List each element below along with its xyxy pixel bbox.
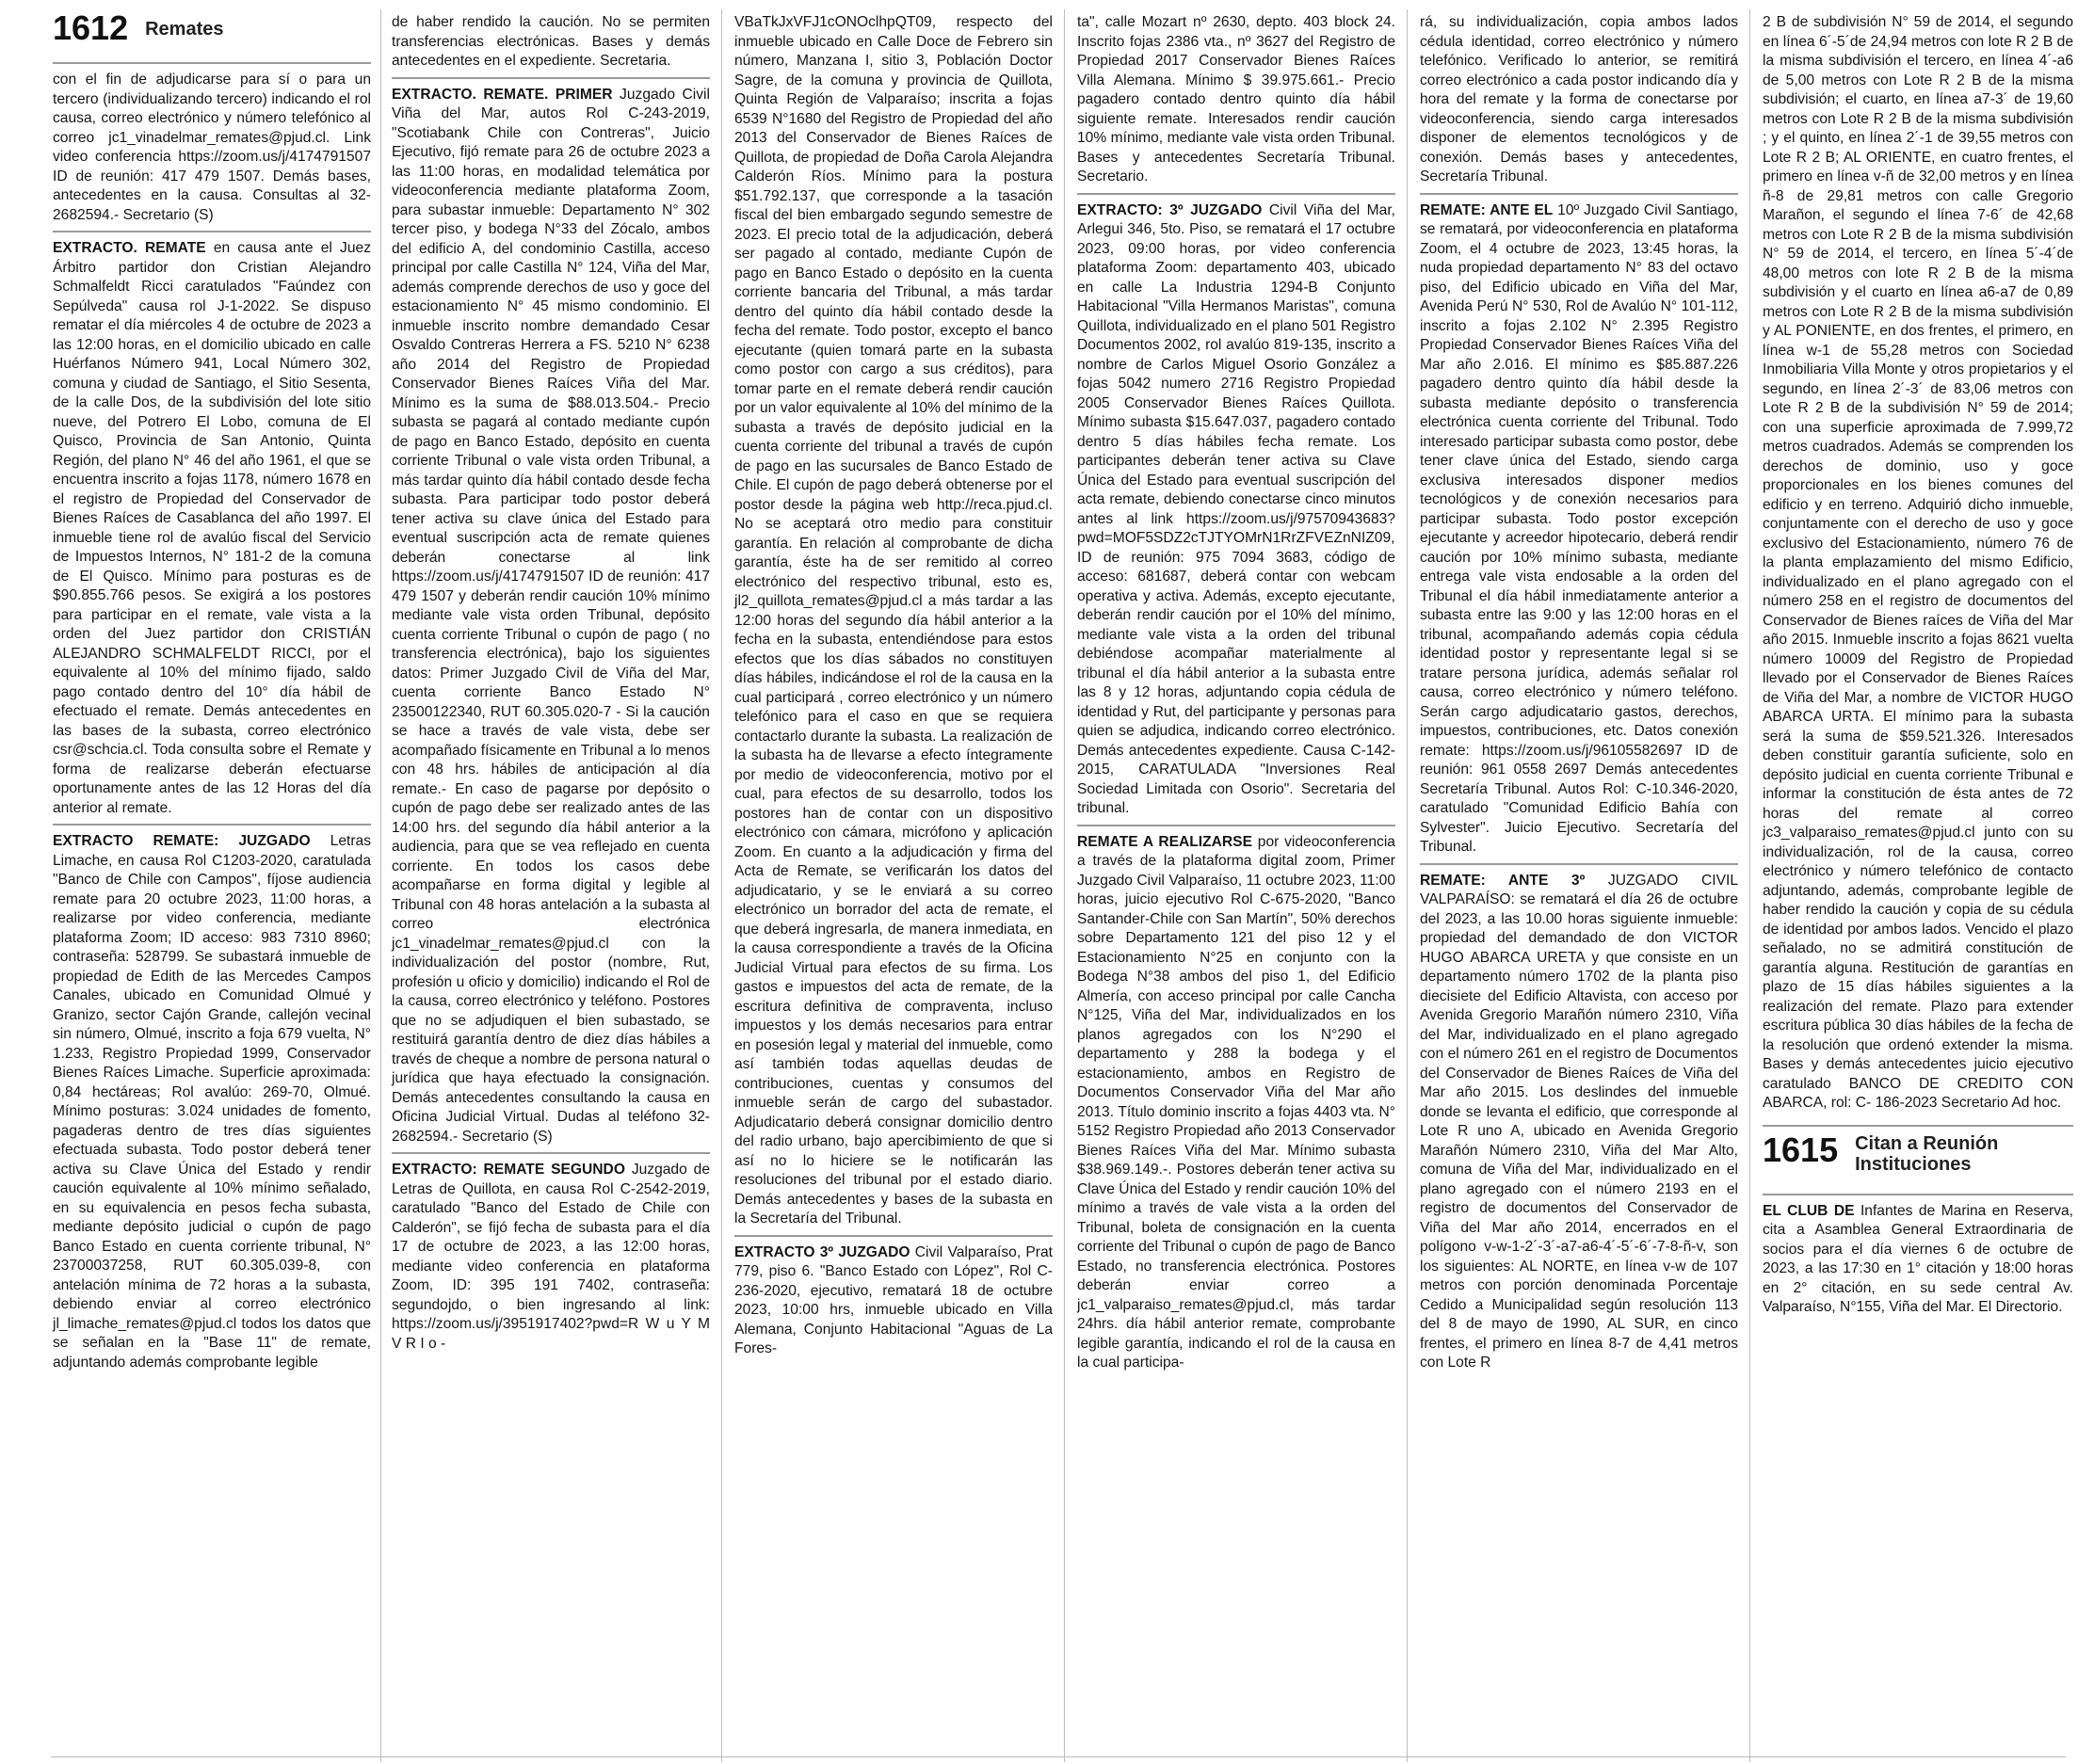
section-title: Remates — [145, 19, 224, 40]
section-title — [1855, 1133, 1998, 1175]
notice-text: REMATE A REALIZARSE por videoconferencia a través de la plataforma digital zoom, Primer Juzgado Civil Valparaíso, 11 octubre 2023, 11:00 horas, juicio ejecutivo Rol C-675-2020, "Banco Santander-Chile con San Martín", 50% derechos sobre Departamento 121 del piso 12 y el Estacionamiento N°25 en conjunto con la Bodega N°38 ambos del piso 1, del Edificio Almería, con acceso principal por calle Cancha N°125, Viña del Mar, individualizados en los planos agregados con los N°290 el departamento y 288 la bodega y el estacionamiento, ambos en Registro de Documentos Conservador Viña del Mar año 2013. Título dominio inscrito a fojas 4403 vta. N° 5152 Registro Propiedad año 2013 Conservador Bienes Raíces Viña del Mar. Mínimo subasta $38.969.149.-. Postores deberán tener activa su Clave Única del Estado y rendir caución 10% del mínimo a través de vale vista a la orden del Tribunal, boleta de consignación en la cuenta corriente del Tribunal o cupón de pago de Banco Estado, no transferencia electrónica. Postores deberán enviar correo a jc1_valparaiso_remates@pjud.cl, más tardar 24hrs. día hábil anterior remate, comprobante legible garantía, indicando el rol de la causa en la cual participa- — [1077, 833, 1395, 1371]
notice-text: con el fin de adjudicarse para sí o para un tercero (individualizando tercero) indicando el rol causa, correo electrónico y número telefónico al correo jc1_vinadelmar_remates@pjud.cl. Link video conferencia https://zoom.us/j/4174791507 ID de reunión: 417 479 1507. Demás bases, antecedentes en la causa. Consultas al 32-2682594.- Secretario (S) — [53, 72, 371, 223]
notice-text: rá, su individualización, copia ambos lados cédula identidad, correo electrónico y número telefónico. Verificado lo anterior, se remitirá correo electrónico a cada postor indicando día y hora del remate y la forma de conectarse por videoconferencia, siendo carga interesados disponer de elementos tecnológicos y de conexión. Demás bases y antecedentes, Secretaría Tribunal. — [1420, 14, 1738, 184]
notice-text: 2 B de subdivisión N° 59 de 2014, el segundo en línea 6´-5´de 24,94 metros con lote R 2 B de la misma subdivisión el tercero, en línea 4´-a6 de 5,00 metros con Lote R 2 B de la misma subdivisión; el cuarto, en línea a7-3´ de 19,60 metros con Lote R 2 B de la misma subdivisión ; y el quinto, en línea 2´-1 de 39,55 metros con Lote R 2 B; AL ORIENTE, en cuatro frentes, el primero en línea v-ñ de 32,00 metros y en línea ñ-8 de 29,81 metros con calle Gregorio Marañon, el segundo el línea 7-6´ de 42,68 metros con Lote R 2 B de la misma subdivisión N° 59 de 2014, el tercero, en línea 5´-4´de 48,00 metros con lote R 2 B de la misma subdivisión y el cuarto en línea a6-a7 de 0,89 metros con Lote R 2 B de la misma subdivisión y AL PONIENTE, en dos frentes, el primero, en línea w-1 de 55,28 metros con Sociedad Inmobiliaria Villa Monte y otros propietarios y el segundo, en línea 2´-3´ de 83,06 metros con Lote R 2 B de la subdivisión N° 59 de 2014; con una superficie aproximada de 7.999,72 metros cuadrados. Además se comprenden los derechos de dominio, uso y goce proporcionales en los bienes comunes del edificio y en terreno. Adquirió dicho inmueble, conjuntamente con el derecho de uso y goce exclusivo del Estacionamiento, número 76 de la planta emplazamiento del mismo Edificio, individualizado en el plano agregado con el número 258 en el registro de documentos del Conservador de Bienes raíces de Viña del Mar año 2015. Inmueble inscrito a fojas 8621 vuelta número 10009 del Registro de Propiedad llevado por el Conservador de Bienes Raíces de Viña del Mar, a nombre de VICTOR HUGO ABARCA URTA. El mínimo para la subasta será la suma de $59.521.326. Interesados deben constituir garantía suficiente, solo en depósito judicial en cuenta corriente Tribunal e informar la constitución de ésta antes de 72 horas del remate al correo jc3_valparaiso_remates@pjud.cl junto con su individualización, rol de la causa, correo electrónico y número telefónico de contacto adjuntando, además, comprobante legible de haber rendido la caución y copia de su cédula de identidad por ambos lados. Vencido el plazo señalado, no se admitirá constitución de garantía alguna. Restitución de garantías en plazo de 15 días hábiles siguientes a la realización del remate. Plazo para extender escritura pública 30 días hábiles de la fecha de la resolución que ordenó extender la misma. Bases y demás antecedentes juicio ejecutivo caratulado BANCO DE CREDITO CON ABARCA, rol: C- 186-2023 Secretario Ad hoc. — [1763, 14, 2073, 1111]
column-2 — [392, 13, 710, 1354]
section-title-line: Instituciones — [1855, 1153, 1972, 1175]
notice-text: EXTRACTO REMATE: JUZGADO Letras Limache, en causa Rol C1203-2020, caratulada "Banco de Chile con Campos", fíjose audiencia remate para 20 octubre 2023, 11:00 horas, a realizarse por video conferencia, mediante plataforma Zoom; ID acceso: 983 7310 8960; contraseña: 528799. Se subastará inmueble de propiedad de Edith de las Mercedes Campos Canales, ubicado en Comunidad Olmué y Granizo, sector Cajón Grande, callejón vecinal sin número, Olmué, inscrito a foja 679 vuelta, N° 1.233, Registro Propiedad 1999, Conservador Bienes Raíces Limache. Superficie aproximada: 0,84 hectáreas; Rol avalúo: 269-70, Olmué. Mínimo posturas: 3.024 unidades de fomento, pagaderas dentro de tres días siguientes efectuada subasta. Todo postor deberá tener activa su Clave Única del Estado y rendir caución equivalente al 10% mínimo señalado, en su equivalencia en pesos fecha subasta, mediante depósito judicial o cupón de pago Banco Estado en cuenta corriente tribunal, N° 23700037258, RUT 60.305.039-8, con antelación mínima de 72 horas a la subasta, debiendo enviar al correo electrónico jl_limache_remates@pjud.cl todos los datos que se señalan en la "Base 11" de remate, adjuntando además comprobante legible — [53, 833, 371, 1371]
column-rule — [1749, 9, 1750, 1762]
section-title-line: Citan a Reunión — [1855, 1132, 1999, 1154]
column-1 — [53, 8, 371, 1372]
column-6 — [1763, 13, 2073, 1318]
column-rule — [1407, 9, 1408, 1762]
notice-text: de haber rendido la caución. No se permiten transferencias electrónicas. Bases y demás antecedentes en el expediente. Secretaria. — [392, 14, 710, 69]
divider — [1077, 193, 1395, 195]
divider — [53, 62, 371, 64]
page-bottom-rule — [51, 1756, 2066, 1757]
column-5 — [1420, 13, 1738, 1373]
section-header — [53, 8, 371, 47]
notice-text: REMATE: ANTE EL 10º Juzgado Civil Santiago, se rematará, por videoconferencia en plataforma Zoom, el 4 octubre de 2023, 13:45 horas, la nuda propiedad departamento N° 83 del octavo piso, del Edificio ubicado en Viña del Mar, Avenida Perú N° 530, Rol de Avalúo N° 101-112, inscrito a fojas 2.102 N° 2.395 Registro Propiedad Conservador Bienes Raíces Viña del Mar año 2.016. El mínimo es $85.887.226 pagadero dentro quinto día hábil desde la subasta mediante depósito o transferencia electrónica cuenta corriente del Tribunal. Todo interesado participar subasta como postor, debe tener clave única del Estado, siendo carga exclusiva interesados disponer medios tecnológicos y de conexión necesarios para participar subasta. Todo postor excepción ejecutante y acreedor hipotecario, deberá rendir caución por 10% mínimo subasta, mediante entrega vale vista endosable a la orden del Tribunal el día hábil inmediatamente anterior a subasta entre las 9:00 y las 12:00 horas en el tribunal, acompañando además copia cédula identidad postor y representante legal si se tratare persona jurídica, además señalar rol causa, correo electrónico y número teléfono. Serán cargo adjudicatario gastos, derechos, impuestos, contribuciones, etc. Datos conexión remate: https://zoom.us/j/96105582697 ID de reunión: 961 0558 2697 Demás antecedentes Secretaría Tribunal. Autos Rol: C-10.346-2020, caratulado "Comunidad Edificio Bahía con Sylvester". Juicio Ejecutivo. Secretaría del Tribunal. — [1420, 201, 1739, 855]
divider — [1763, 1125, 2073, 1127]
notice-text: EXTRACTO: 3º JUZGADO Civil Viña del Mar, Arlegui 346, 5to. Piso, se rematará el 17 octubre 2023, 09:00 horas, por video conferencia plataforma Zoom: departamento 403, ubicado en calle La Industria 1294-B Conjunto Habitacional "Villa Hermanos Maristas", comuna Quillota, individualizado en el plano 501 Registro Documentos 2002, rol avalúo 819-135, inscrito a nombre de Carlos Miguel Osorio González a fojas 5042 numero 2716 Registro Propiedad 2005 Conservador Bienes Raíces Quillota. Mínimo subasta $15.647.037, pagadero contado dentro 5 días hábiles fecha remate. Los participantes deberán tener activa su Clave Única del Estado para eventual suscripción del acta remate, debiendo conectarse cinco minutos antes al link https://zoom.us/j/97570943683?pwd=MOF5SDZ2cTJTYOMrN1RrZFVEZnNIZ09, ID de reunión: 975 7094 3683, código de acceso: 681687, deberá contar con webcam operativa y activa. Además, excepto ejecutante, deberán rendir caución por el 10% del mínimo, mediante vale vista a la orden del tribunal debiéndose acompañar materialmente al tribunal el día hábil anterior a la subasta entre las 8 y 12 horas, adjuntando copia cédula de identidad y Rut, del participante y personas para quien se adjudica, indicando correo electrónico. Demás antecedentes expediente. Causa C-142-2015, CARATULADA "Inversiones Real Sociedad Limitada con Osorio". Secretaria del tribunal. — [1077, 201, 1395, 816]
notice-text: EL CLUB DE Infantes de Marina en Reserva, cita a Asamblea General Extraordinaria de socios para el día viernes 6 de octubre de 2023, a las 17:30 en 1° citación y 18:00 horas en 2° citación, en su sede central Av. Valparaíso, N°155, Viña del Mar. El Directorio. — [1763, 1202, 2073, 1315]
section-header — [1763, 1130, 2073, 1175]
column-rule — [380, 9, 381, 1762]
column-3 — [734, 13, 1053, 1359]
notice-text: VBaTkJxVFJ1cONOclhpQT09, respecto del inmueble ubicado en Calle Doce de Febrero sin número, Manzana I, sitio 3, Población Doctor Sagre, de la comuna y provincia de Quillota, Quinta Región de Valparaíso; inscrita a fojas 6539 N°1680 del Registro de Propiedad del año 2013 del Conservador de Bienes Raíces de Quillota, de propiedad de Doña Carola Alejandra Calderón Ríos. Mínimo para la postura $51.792.137, que corresponde a la tasación fiscal del bien embargado segundo semestre de 2023. El precio total de la adjudicación, deberá ser pagado al contado, mediante Cupón de pago en Banco Estado o depósito en la cuenta corriente bancaria del Tribunal, a más tardar dentro del quinto día hábil contado desde la fecha del remate. Todo postor, excepto el banco ejecutante (quien tomará parte en la subasta como postor con cargo a sus créditos), para tomar parte en el remate deberá rendir caución por un valor equivalente al 10% del mínimo de la subasta a través de depósito judicial en la cuenta corriente del tribunal a través de cupón de pago en las sucursales de Banco Estado de Chile. El cupón de pago deberá obtenerse por el postor desde la página web http://reca.pjud.cl. No se aceptará otro medio para constituir garantía. En relación al comprobante de dicha garantía, éste ha de ser remitido al correo electrónico del respectivo tribunal, esto es, jl2_quillota_remates@pjud.cl a más tardar a las 12:00 horas del segundo día hábil anterior a la fecha en la subasta, entendiéndose para estos efectos que los días sábados no constituyen días hábiles, indicándose el rol de la causa en la cual participará , correo electrónico y un número telefónico para el caso en que se requiera contactarlo durante la subasta. La realización de la subasta ha de llevarse a efecto íntegramente por medio de videoconferencia, motivo por el cual, para efectos de su desarrollo, todos los postores han de contar con un dispositivo electrónico con cámara, micrófono y aplicación Zoom. En cuanto a la adjudicación y firma del Acta de Remate, se verificarán los datos del adjudicatario, y se le enviará a su correo electrónico un borrador del acta de remate, el que deberá ingresarla, de manera inmediata, en la causa correspondiente a través de la Oficina Judicial Virtual para efectos de su firma. Los gastos e impuestos del acta de remate, de la escritura definitiva de compraventa, incluso impuestos y los demás necesarios para entrar en posesión legal y material del inmueble, como así también todas aquellas deudas de contribuciones, cuentas y consumos del inmueble serán de cargo del subastador. Adjudicatario deberá consignar domicilio dentro del radio urbano, bajo apercibimiento de que si así no lo hiciere se le notificarán las resoluciones del tribunal por el estado diario. Demás antecedentes y bases de la subasta en la Secretaría del Tribunal. — [734, 14, 1053, 1227]
column-rule — [1064, 9, 1065, 1762]
section-number: 1615 — [1763, 1130, 1839, 1169]
divider — [53, 231, 371, 233]
notice-text: EXTRACTO: REMATE SEGUNDO Juzgado de Letras de Quillota, en causa Rol C-2542-2019, caratulado "Banco del Estado de Chile con Calderón", se fijó fecha de subasta para el día 17 de octubre de 2023, a las 12:00 horas, mediante video conferencia en plataforma Zoom, ID: 395 191 7402, contraseña: segundojdo, o bien ingresando al link: https://zoom.us/j/3951917402?pwd=R W u Y M V R I o - — [392, 1162, 710, 1352]
notice-text: EXTRACTO. REMATE. PRIMER Juzgado Civil Viña del Mar, autos Rol C-243-2019, "Scotiabank Chile con Contreras", Juicio Ejecutivo, fijó remate para 26 de octubre 2023 a las 11:00 horas, en modalidad telemática por videoconferencia mediante plataforma Zoom, para subastar inmueble: Departamento N° 302 tercer piso, y bodega N°33 del Zócalo, ambos del edificio A, del condominio Castilla, acceso principal por calle Castilla N° 124, Viña del Mar, además comprende derechos de uso y goce del estacionamiento N° 45 mismo condominio. El inmueble inscrito nombre demandado Cesar Osvaldo Contreras Herrera a FS. 5210 N° 6238 año 2014 del Registro de Propiedad Conservador Bienes Raíces Viña del Mar. Mínimo es la suma de $88.013.504.- Precio subasta se pagará al contado mediante cupón de pago en Banco Estado, depósito en cuenta corriente Tribunal o vale vista orden Tribunal, a más tardar quinto día hábil contado desde fecha subasta. Para participar todo postor deberá tener activa su clave única del Estado para eventual suscripción acta de remate quienes deberán conectarse al link https://zoom.us/j/4174791507 ID de reunión: 417 479 1507 y deberán rendir caución 10% mínimo mediante vale vista orden Tribunal, depósito cuenta corriente Tribunal o cupón de pago ( no transferencia electrónica), bajo los siguientes datos: Primer Juzgado Civil de Viña del Mar, cuenta corriente Banco Estado N° 23500122340, RUT 60.305.020-7 - Si la caución se hace a través de vale vista, debe ser acompañado físicamente en Tribunal a lo menos con 48 hrs. hábiles de anticipación al día remate.- En caso de pagarse por depósito o cupón de pago debe ser realizado antes de las 14:00 hrs. del segundo día hábil anterior a la audiencia, para que se vea reflejado en cuenta corriente. En todos los casos debe acompañarse en forma digital y legible al Tribunal con 48 horas antelación a la subasta al correo electrónica jc1_vinadelmar_remates@pjud.cl con la individualización del postor (nombre, Rut, profesión u oficio y domicilio) indicando el Rol de la causa, correo electrónico y teléfono. Postores que no se adjudiquen el bien subastado, se restituirá garantía dentro de diez días hábiles a través de cheque a nombre de persona natural o jurídica que haya efectuado la consignación. Demás antecedentes consultando la causa en Oficina Judicial Virtual. Dudas al teléfono 32-2682594.- Secretario (S) — [392, 86, 710, 1145]
divider — [1763, 1194, 2073, 1195]
notice-text: ta", calle Mozart nº 2630, depto. 403 block 24. Inscrito fojas 2386 vta., nº 3627 del Registro de Propiedad 2017 Conservador Bienes Raíces Villa Alemana. Mínimo $ 39.975.661.- Precio pagadero contado dentro quinto día hábil siguiente remate. Interesados rendir caución 10% mínimo, mediante vale vista orden Tribunal. Bases y antecedentes Secretaría Tribunal. Secretario. — [1077, 14, 1395, 184]
divider — [1077, 825, 1395, 826]
notice-text: EXTRACTO 3º JUZGADO Civil Valparaíso, Prat 779, piso 6. "Banco Estado con López", Rol C-236-2020, ejecutivo, rematará 18 de octubre 2023, 10:00 hrs, inmueble ubicado en Villa Alemana, Conjunto Habitacional "Aguas de La Fores- — [734, 1243, 1053, 1356]
column-rule — [721, 9, 722, 1762]
divider — [1420, 193, 1738, 195]
divider — [392, 1152, 710, 1154]
notice-text: EXTRACTO. REMATE en causa ante el Juez Árbitro partidor don Cristian Alejandro Schmalfeldt Ricci caratulados "Faúndez con Sepúlveda" causa rol J-1-2022. Se dispuso rematar el día miércoles 4 de octubre de 2023 a las 12:00 horas, en el domicilio ubicado en calle Huérfanos Número 941, Local Número 302, comuna y ciudad de Santiago, el Sitio Sesenta, de la calle Dos, de la subdivisión del lote sitio nueve, del Potrero El Lobo, comuna de El Quisco, Provincia de San Antonio, Quinta Región, del plano N° 46 del año 1961, el que se encuentra inscrito a fojas 1178, número 1678 en el registro de Propiedad del Conservador de Bienes Raíces de Casablanca del año 1997. El inmueble tiene rol de avalúo fiscal del Servicio de Impuestos Internos, N° 181-2 de la comuna de El Quisco. Mínimo para posturas es de $90.855.766 pesos. Se exigirá a los postores para participar en el remate, vale vista a la orden del Juez partidor don CRISTIÁN ALEJANDRO SCHMALFELDT RICCI, por el equivalente al 10% del mínimo fijado, saldo pago contado dentro del 10° día hábil de efectuado el remate. Demás antecedentes en las bases de la subasta, correo electrónico csr@schcia.cl. Toda consulta sobre el Remate y forma de realizarse deberán efectuarse oportunamente antes de las 12 Horas del día anterior al remate. — [53, 240, 371, 816]
divider — [1420, 863, 1738, 865]
divider — [53, 824, 371, 826]
divider — [734, 1235, 1053, 1237]
notice-text: REMATE: ANTE 3º JUZGADO CIVIL VALPARAÍSO: se rematará el día 26 de octubre del 2023, a las 10.00 horas siguiente inmueble: propiedad del demandado de don VICTOR HUGO ABARCA URETA y que consiste en un departamento número 1702 de la planta piso diecisiete del Edificio Altavista, con acceso por Avenida Gregorio Marañón número 2310, Viña del Mar, individualizado en el plano agregado con el número 261 en el registro de Documentos del Conservador de Bienes Raíces de Viña del Mar año 2015. Los deslindes del inmueble donde se levanta el edificio, que corresponde al Lote R uno A, ubicado en Avenida Gregorio Marañón Número 2310, Viña del Mar Alto, comuna de Viña del Mar, individualizado en el plano agregado con el número 2193 en el registro de documentos del Conservador de Viña del Mar año 2014, encerrados en el polígono v-w-1-2´-3´-a7-a6-4´-5´-6´-7-8-ñ-v, son los siguientes: AL NORTE, en línea v-w de 107 metros con porción denominada Porcentaje Cedido a Municipalidad según resolución 113 del 8 de mayo de 1990, AL SUR, en cinco frentes, el primero en línea 8-7 de 4,41 metros con Lote R — [1420, 872, 1739, 1371]
divider — [392, 77, 710, 79]
column-4 — [1077, 13, 1395, 1373]
page-number: 1612 — [53, 8, 129, 47]
